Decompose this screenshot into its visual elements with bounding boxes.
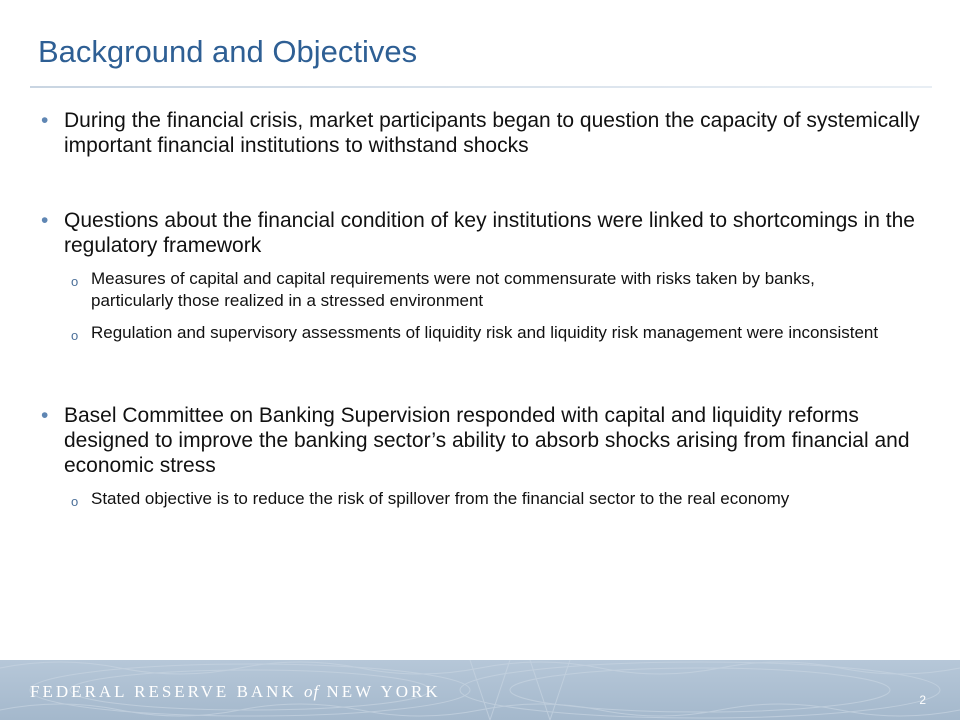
- bullet-text: During the financial crisis, market participants began to question the capacity of systemically important financial institutions to withstand shocks: [64, 109, 920, 157]
- sub-bullet-text: Regulation and supervisory assessments of liquidity risk and liquidity risk management were inconsistent: [91, 323, 879, 342]
- bullet-icon: •: [41, 109, 49, 132]
- bullet-icon: •: [41, 404, 49, 427]
- bullet-text: Questions about the financial condition of key institutions were linked to shortcomings in the regulatory framework: [64, 209, 915, 257]
- sub-bullet-text: Measures of capital and capital requirements were not commensurate with risks taken by banks, particularly those realized in a stressed environment: [91, 269, 815, 310]
- title-divider: [30, 86, 932, 88]
- footer-band: [0, 660, 960, 720]
- footer-bank-name: [30, 682, 441, 702]
- bullet-item: [41, 403, 924, 478]
- slide-title: Background and Objectives: [38, 34, 418, 69]
- sub-bullet-icon: o: [71, 328, 79, 343]
- bullet-item: [41, 208, 924, 258]
- sub-bullet-item: [71, 488, 881, 510]
- sub-bullet-text: Stated objective is to reduce the risk of spillover from the financial sector to the real economy: [91, 489, 790, 508]
- sub-bullet-icon: o: [71, 274, 79, 289]
- bullet-text: Basel Committee on Banking Supervision responded with capital and liquidity reforms designed to improve the banking sector’s ability to absorb shocks arising from financial and economic stress: [64, 404, 910, 477]
- footer-name-of: of: [304, 682, 320, 701]
- footer-name-part2: NEW YORK: [326, 682, 441, 701]
- bullet-icon: •: [41, 209, 49, 232]
- sub-bullet-item: [71, 268, 881, 312]
- slide-content: [0, 108, 960, 510]
- sub-bullet-item: [71, 322, 881, 344]
- footer-name-part1: FEDERAL RESERVE BANK: [30, 682, 297, 701]
- bullet-item: [41, 108, 924, 158]
- page-number: 2: [919, 693, 926, 707]
- sub-bullet-icon: o: [71, 494, 79, 509]
